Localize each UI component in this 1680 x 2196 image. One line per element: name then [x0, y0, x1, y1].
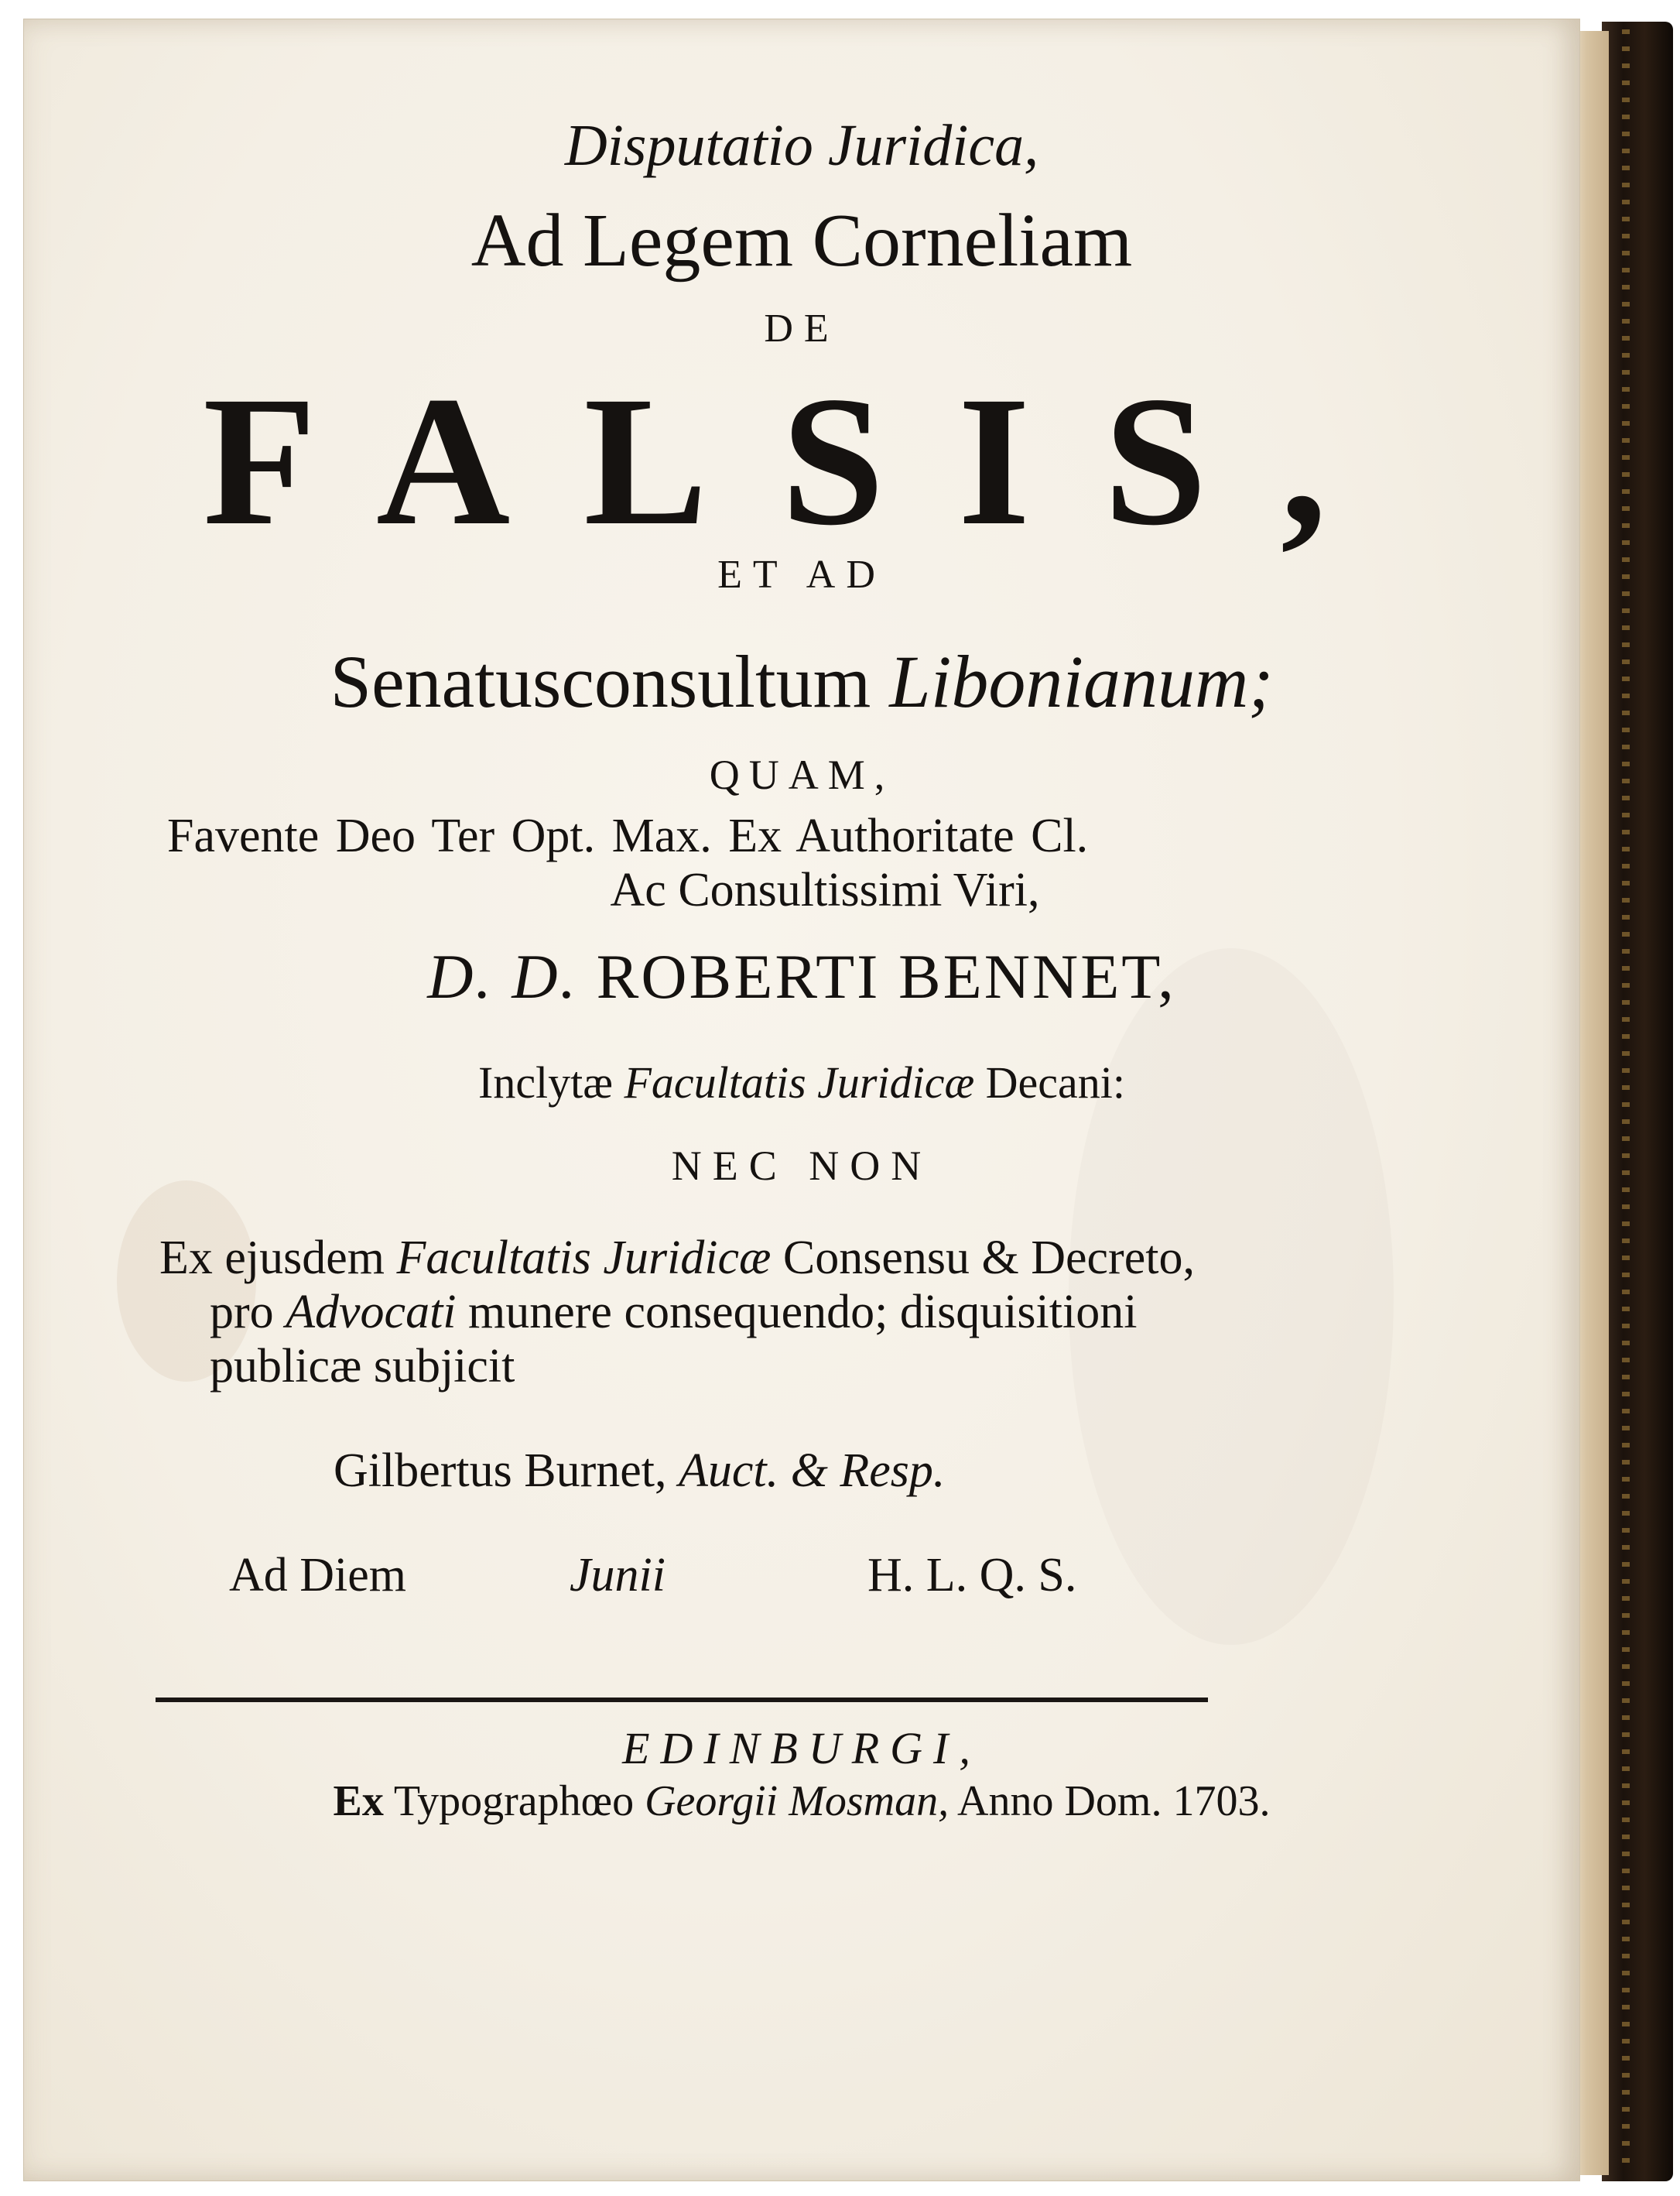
line-pro-advocati: [210, 1285, 1137, 1340]
hlqs-text: H. L. Q. S.: [867, 1549, 1077, 1602]
line-inclytae: [24, 1057, 1579, 1108]
ex-ejusdem-text: Ex ejusdem: [159, 1232, 385, 1284]
line-ex-ejusdem: [159, 1231, 1195, 1286]
imprint-printer-line: [24, 1776, 1579, 1826]
title-et-ad: ET AD: [717, 553, 886, 597]
title-ad-legem: Ad Legem Corneliam: [470, 199, 1133, 283]
facultatis-text: Facultatis Juridicæ: [624, 1057, 975, 1108]
book-cover-edge: [1602, 22, 1673, 2181]
title-falsis: FALSIS,: [203, 358, 1401, 564]
auct-resp-text: Auct. & Resp.: [679, 1444, 946, 1497]
book: [0, 8, 1680, 2196]
munere-text: munere consequendo; disquisitioni: [468, 1286, 1138, 1338]
facultatis-juridicae-text: Facultatis Juridicæ: [396, 1232, 772, 1284]
libonianum-text: Libonianum;: [889, 640, 1274, 723]
line-ad-diem: [229, 1548, 1077, 1603]
senatus-text: Senatusconsultum: [330, 640, 871, 723]
dd-text: D. D.: [427, 941, 579, 1012]
imprint-date: Anno Dom. 1703.: [957, 1777, 1271, 1825]
line-roberti-bennet: [24, 940, 1579, 1013]
imprint-typographoeo: Typographœo: [393, 1777, 635, 1825]
imprint-ex: Ex: [333, 1777, 384, 1825]
ad-diem-text: Ad Diem: [229, 1549, 407, 1602]
line-gilbertus: [334, 1444, 945, 1499]
roberti-text: ROBERTI BENNET,: [596, 941, 1176, 1012]
imprint-place: EDINBURGI,: [622, 1723, 981, 1773]
consensu-text: Consensu & Decreto,: [782, 1232, 1195, 1284]
line-favente: Favente Deo Ter Opt. Max. Ex Authoritate Cl.: [167, 810, 1089, 862]
imprint-printer: Georgii Mosman,: [645, 1777, 949, 1825]
imprint-rule: [156, 1698, 1208, 1702]
advocati-text: Advocati: [286, 1286, 457, 1338]
line-publicae: publicæ subjicit: [210, 1340, 515, 1393]
title-page: [23, 19, 1580, 2181]
decani-text: Decani:: [985, 1057, 1125, 1108]
title-senatusconsultum: [24, 639, 1579, 725]
inclytae-text: Inclytæ: [478, 1057, 613, 1108]
line-nec-non: NEC NON: [671, 1143, 932, 1189]
line-consultissimi: Ac Consultissimi Viri,: [610, 864, 1040, 916]
pro-text: pro: [210, 1286, 274, 1338]
title-de: DE: [764, 307, 840, 351]
author-name: Gilbertus Burnet,: [334, 1444, 667, 1497]
junii-text: Junii: [570, 1549, 665, 1602]
title-disputatio: Disputatio Juridica,: [564, 113, 1039, 178]
title-quam: QUAM,: [709, 752, 895, 798]
